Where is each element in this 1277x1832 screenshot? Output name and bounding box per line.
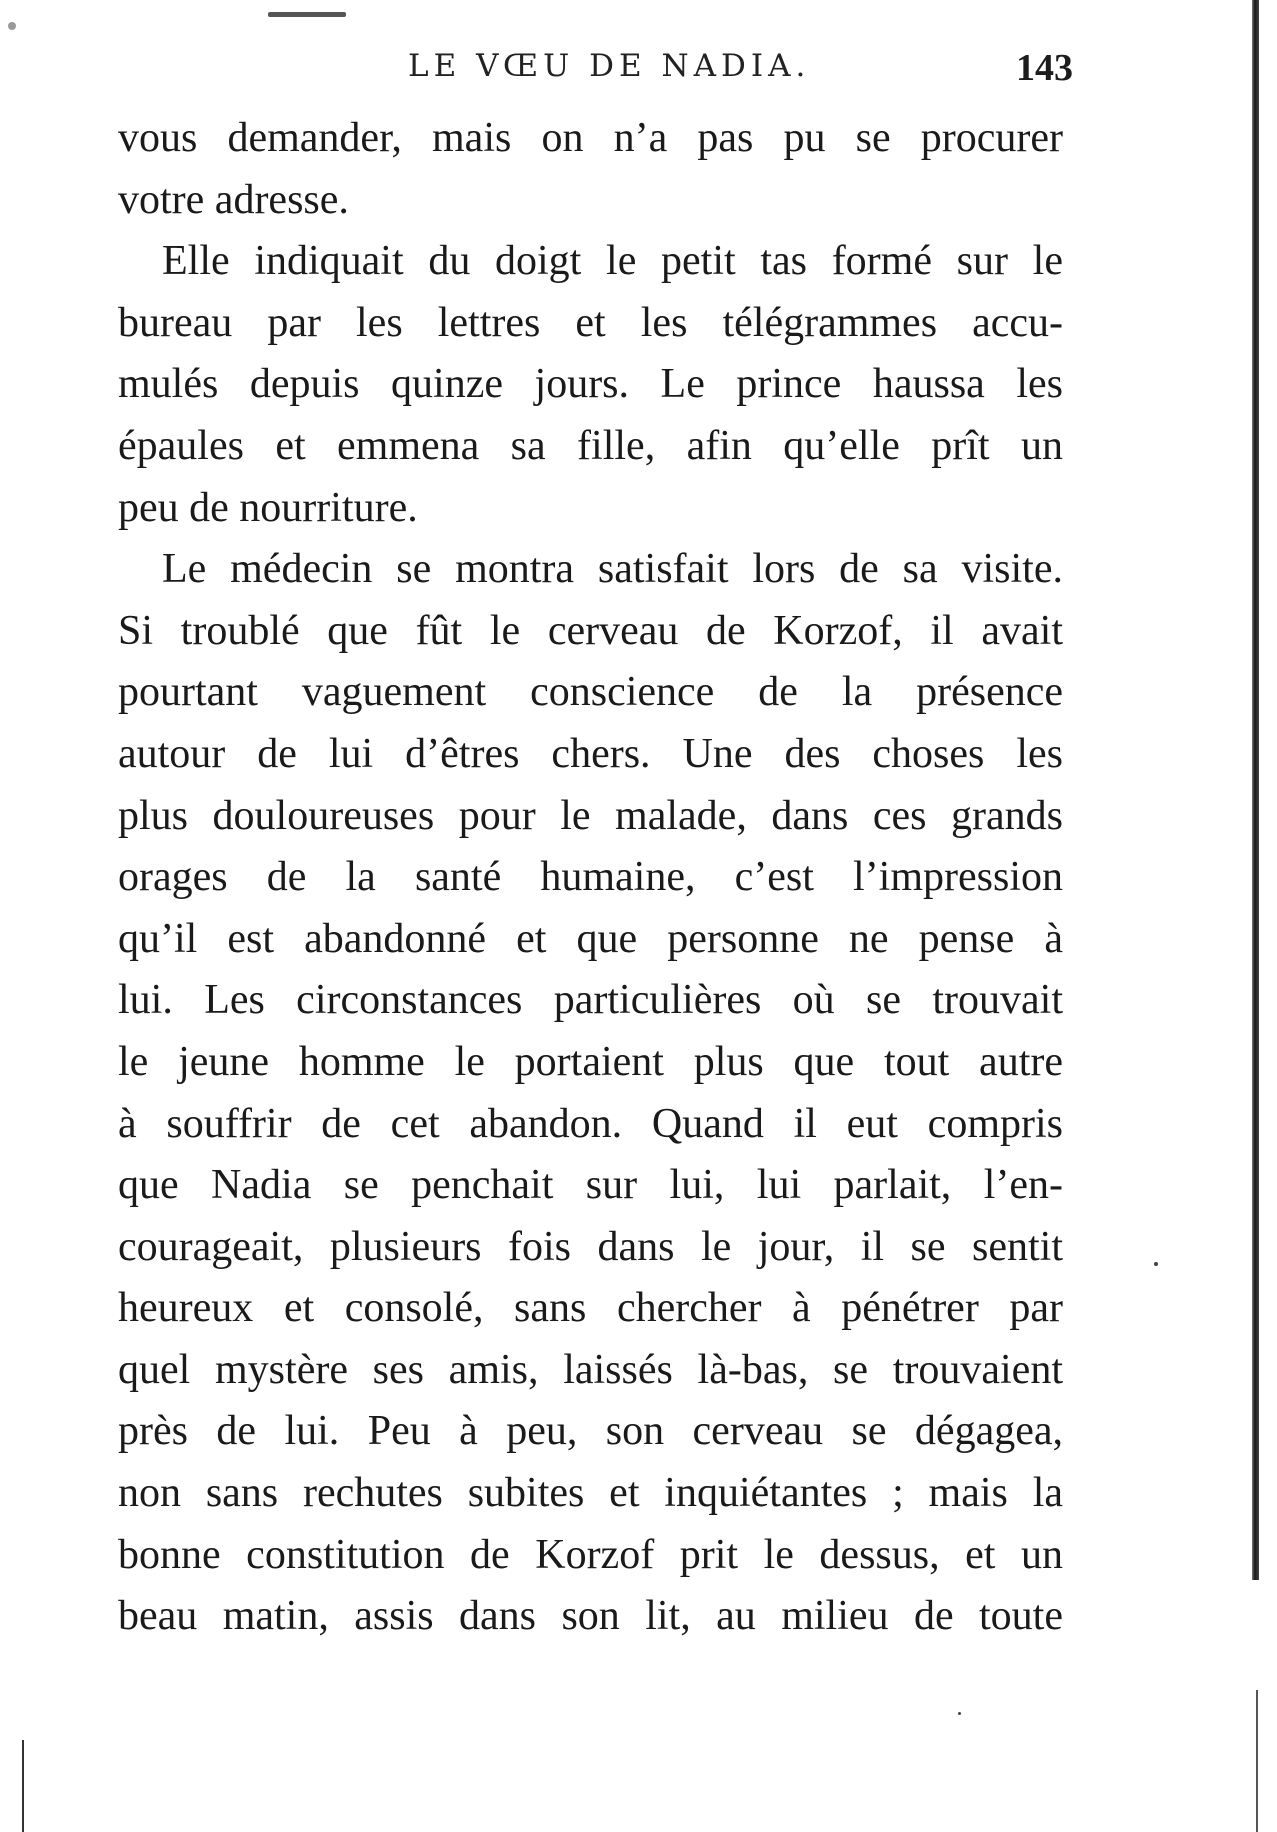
scan-artifact-top: [268, 12, 346, 17]
text-line: Si troublé que fût le cerveau de Korzof, il avait: [118, 607, 1063, 654]
text-line: Le médecin se montra satisfait lors de sa visite.: [162, 546, 1063, 593]
text-line: près de lui. Peu à peu, son cerveau se dégagea,: [118, 1408, 1063, 1455]
text-line: bureau par les lettres et les télégrammes accu-: [118, 299, 1063, 346]
text-line: Elle indiquait du doigt le petit tas formé sur le: [162, 238, 1063, 285]
text-line: quel mystère ses amis, laissés là-bas, se trouvaient: [118, 1346, 1063, 1393]
text-line: heureux et consolé, sans chercher à pénétrer par: [118, 1285, 1063, 1332]
text-line: votre adresse.: [118, 176, 349, 223]
scan-speck: [958, 1712, 961, 1715]
binding-shadow-lower: [1256, 1690, 1258, 1832]
scan-speck: [8, 22, 16, 30]
text-line: à souffrir de cet abandon. Quand il eut compris: [118, 1100, 1063, 1147]
page-number: 143: [1016, 47, 1073, 89]
text-line: plus douloureuses pour le malade, dans ces grands: [118, 792, 1063, 839]
text-line: orages de la santé humaine, c’est l’impression: [118, 854, 1063, 901]
body-text: [118, 108, 1063, 1648]
text-line: épaules et emmena sa fille, afin qu’elle prît un: [118, 422, 1063, 469]
text-line: pourtant vaguement conscience de la présence: [118, 669, 1063, 716]
text-line: bonne constitution de Korzof prit le dessus, et un: [118, 1531, 1063, 1578]
text-line: mulés depuis quinze jours. Le prince haussa les: [118, 361, 1063, 408]
scan-speck: [1154, 1262, 1158, 1266]
text-line: autour de lui d’êtres chers. Une des choses les: [118, 730, 1063, 777]
text-line: le jeune homme le portaient plus que tout autre: [118, 1038, 1063, 1085]
running-title: LE VŒU DE NADIA.: [408, 48, 811, 84]
scan-edge-line: [22, 1740, 24, 1832]
text-line: beau matin, assis dans son lit, au milieu de toute: [118, 1593, 1063, 1640]
text-line: lui. Les circonstances particulières où se trouvait: [118, 977, 1063, 1024]
text-line: peu de nourriture.: [118, 484, 418, 531]
text-line: non sans rechutes subites et inquiétantes ; mais la: [118, 1470, 1063, 1517]
text-line: qu’il est abandonné et que personne ne pense à: [118, 915, 1063, 962]
text-line: vous demander, mais on n’a pas pu se procurer: [118, 115, 1063, 161]
binding-shadow: [1252, 0, 1259, 1580]
text-line: courageait, plusieurs fois dans le jour, il se sentit: [118, 1223, 1063, 1270]
text-line: que Nadia se penchait sur lui, lui parlait, l’en-: [118, 1162, 1063, 1209]
